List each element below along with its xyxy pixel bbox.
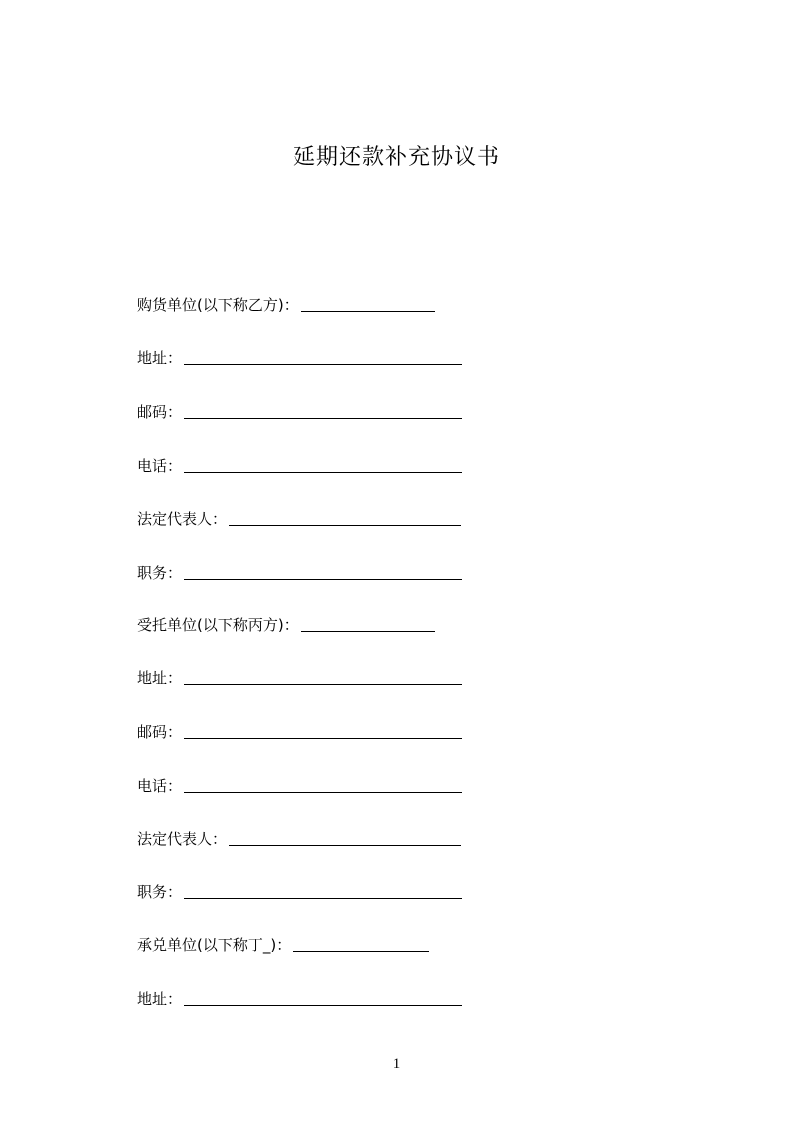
trustee-phone-field [137,771,462,795]
field-label: 电话： [137,457,183,475]
blank-line[interactable] [293,937,429,952]
blank-line[interactable] [184,884,462,899]
field-label: 电话： [137,777,183,795]
buyer-position-field [137,558,462,582]
acceptor-unit-field [137,930,429,954]
buyer-phone-field [137,451,462,475]
field-label: 受托单位(以下称丙方)： [137,616,299,634]
field-label: 法定代表人： [137,830,228,848]
page-number: 1 [392,1056,401,1072]
field-label: 地址： [137,349,183,367]
trustee-legal-rep-field [137,824,461,848]
blank-line[interactable] [184,565,462,580]
blank-line[interactable] [184,670,462,685]
field-label: 承兑单位(以下称丁_)： [137,936,292,954]
trustee-address-field [137,663,462,687]
acceptor-address-field [137,984,462,1008]
buyer-postcode-field [137,397,462,421]
blank-line[interactable] [301,297,435,312]
blank-line[interactable] [184,458,462,473]
blank-line[interactable] [184,404,462,419]
field-label: 职务： [137,564,183,582]
blank-line[interactable] [229,831,461,846]
blank-line[interactable] [229,511,461,526]
document-title: 延期还款补充协议书 [292,145,500,170]
field-label: 地址： [137,990,183,1008]
field-label: 法定代表人： [137,510,228,528]
trustee-postcode-field [137,717,462,741]
blank-line[interactable] [184,991,462,1006]
field-label: 职务： [137,883,183,901]
blank-line[interactable] [301,617,435,632]
trustee-position-field [137,877,462,901]
blank-line[interactable] [184,778,462,793]
field-label: 购货单位(以下称乙方)： [137,296,299,314]
buyer-unit-field [137,290,435,314]
field-label: 邮码： [137,403,183,421]
buyer-address-field [137,343,462,367]
blank-line[interactable] [184,724,462,739]
blank-line[interactable] [184,350,462,365]
field-label: 地址： [137,669,183,687]
buyer-legal-rep-field [137,504,461,528]
trustee-unit-field [137,610,435,634]
field-label: 邮码： [137,723,183,741]
